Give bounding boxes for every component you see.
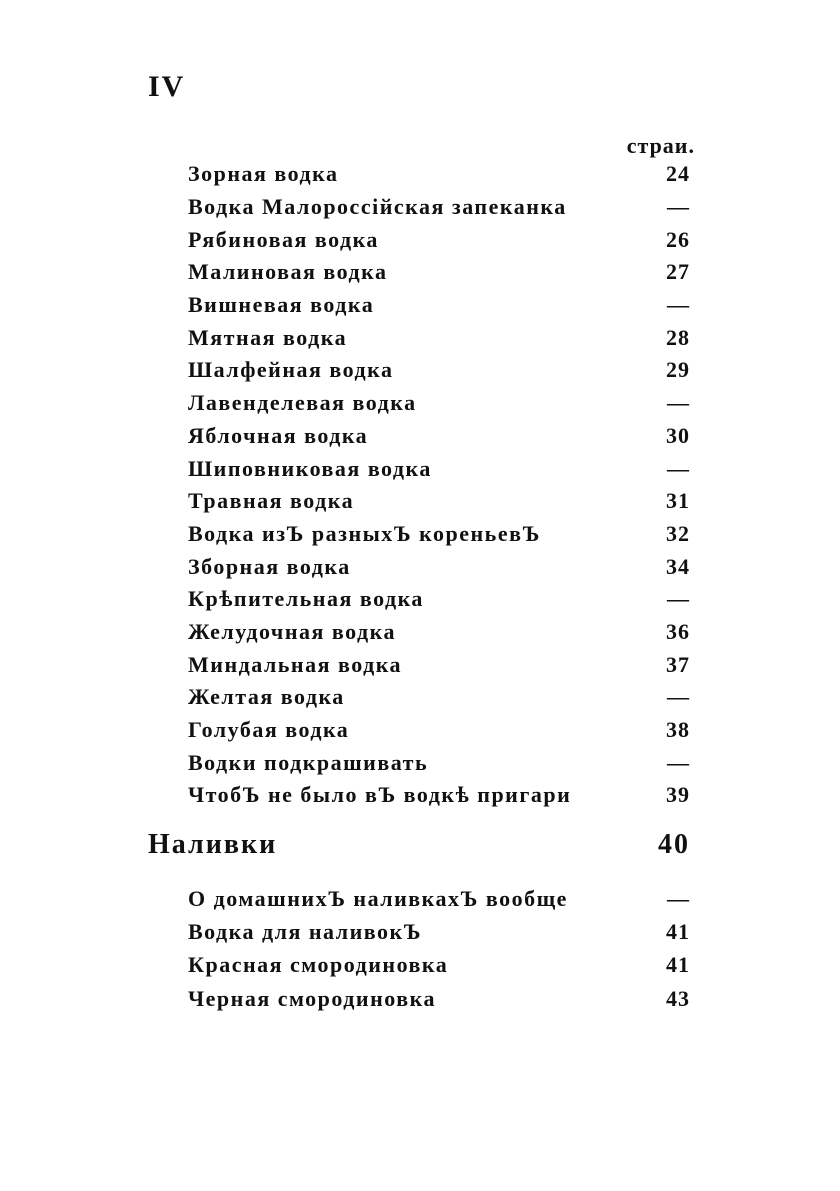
toc-entry [188,256,690,289]
toc-entry-title: Желудочная водка [188,618,396,644]
toc-entry-page: 29 [666,357,690,383]
toc-entry-page: — [667,194,690,220]
toc-entry-title: Рябиновая водка [188,226,379,252]
toc-entry-title: Водка Малороссійская запеканка [188,194,567,220]
toc-entry-page: 30 [666,422,690,448]
toc-entry [188,746,690,779]
toc-entry-title: Вишневая водка [188,292,375,318]
page-column-header: страи. [626,133,695,158]
toc-entry-page: 34 [666,553,690,579]
toc-entry-page: 41 [666,918,690,944]
toc-entry [188,681,690,714]
toc-entry-title: Водки подкрашивать [188,749,429,775]
toc-entry [188,583,690,616]
toc-entry [188,779,690,812]
toc-entry-title: Зорная водка [188,161,339,187]
toc-entry-title: Голубая водка [188,717,350,743]
toc-entry-page: — [667,885,690,911]
toc-entry-title: Малиновая водка [188,259,388,285]
toc-entry-page: 37 [666,651,690,677]
toc-entry [188,158,690,191]
toc-entry [188,223,690,256]
toc-entry-title: Зборная водка [188,553,351,579]
toc-entry-page: — [667,292,690,318]
toc-entry-title: ЧтобЪ не было вЪ водкѣ пригари [188,782,572,808]
toc-entry [188,485,690,518]
toc-entry-title: Шалфейная водка [188,357,394,383]
toc-entry [188,915,690,948]
toc-entry [188,289,690,322]
toc-entry-title: Красная смородиновка [188,952,449,978]
toc-entry-page: 28 [666,324,690,350]
toc-entry-page: — [667,684,690,710]
toc-entry [188,882,690,915]
toc-entry-page: 26 [666,226,690,252]
toc-entry-page: 36 [666,618,690,644]
toc-entry-title: Миндальная водка [188,651,403,677]
toc-entry-title: Желтая водка [188,684,345,710]
toc-entry-title: Лавенделевая водка [188,390,417,416]
toc-entry [188,714,690,747]
toc-entry-title: Водка изЪ разныхЪ кореньевЪ [188,520,541,546]
toc-entry-page: 32 [666,520,690,546]
toc-entry [188,648,690,681]
toc-entry-title: Мятная водка [188,324,348,350]
toc-entry-page: — [667,455,690,481]
toc-entry-page: 38 [666,717,690,743]
section-heading [148,829,690,861]
toc-entry-page: 31 [666,488,690,514]
toc-entry [188,982,690,1015]
toc-entry [188,321,690,354]
toc-entry-title: Крѣпительная водка [188,586,424,612]
toc-entry [188,354,690,387]
section-title: Наливки [148,829,278,860]
toc-entry-title: Черная смородиновка [188,985,436,1011]
section-page: 40 [658,829,690,860]
toc-entry-title: О домашнихЪ наливкахЪ вообще [188,885,568,911]
toc-entry [188,420,690,453]
toc-entry-page: 27 [666,259,690,285]
toc-entry [188,452,690,485]
toc-entry [188,191,690,224]
toc-entry [188,550,690,583]
toc-entry-page: — [667,390,690,416]
section-toc-list [188,882,690,1015]
toc-entry-page: 43 [666,985,690,1011]
toc-entry-page: — [667,749,690,775]
toc-list [188,158,690,812]
toc-entry-title: Травная водка [188,488,355,514]
toc-entry [188,518,690,551]
toc-entry-page: — [667,586,690,612]
toc-entry-title: Яблочная водка [188,422,369,448]
toc-entry [188,949,690,982]
toc-entry [188,387,690,420]
toc-entry-title: Водка для наливокЪ [188,918,423,944]
page-number: IV [148,70,186,103]
toc-entry-page: 24 [666,161,690,187]
toc-entry-page: 41 [666,952,690,978]
toc-entry-title: Шиповниковая водка [188,455,432,481]
toc-entry [188,616,690,649]
toc-entry-page: 39 [666,782,690,808]
